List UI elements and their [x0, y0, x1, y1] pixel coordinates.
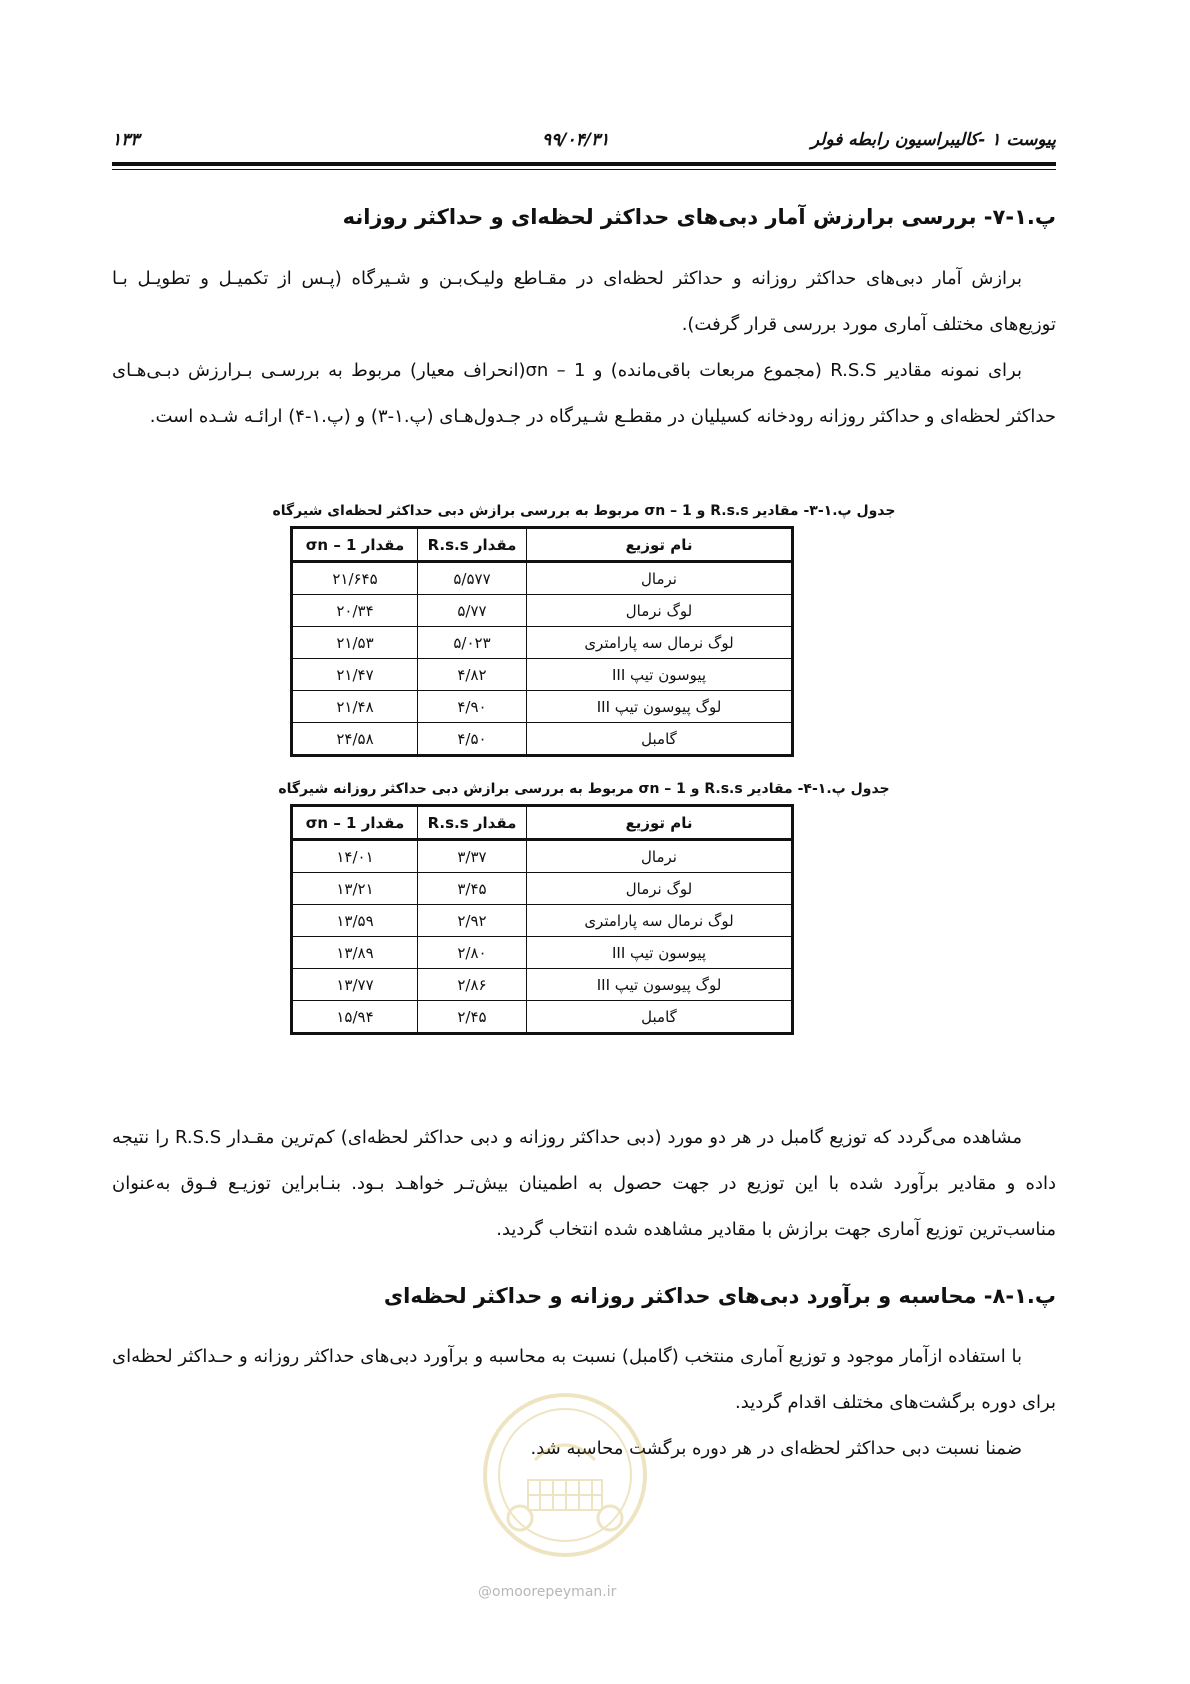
cell-sigma: ۲۱/۶۴۵ — [292, 562, 418, 595]
table-header-row — [292, 806, 793, 840]
section-8-paragraph-1: با استفاده ازآمار موجود و توزیع آماری منتخب (گامبل) نسبت به محاسبه و برآورد دبی‌های حداکثر روزانه و حـداکثر لحظه‌ای برای دوره برگشت‌های مختلف اقدام گردید. — [112, 1346, 1056, 1413]
section-7-body — [112, 256, 1056, 440]
cell-distribution: پیوسون تیپ III — [527, 937, 793, 969]
table-row — [292, 595, 793, 627]
column-header-rss: مقدار R.s.s — [418, 806, 527, 840]
cell-sigma: ۱۳/۲۱ — [292, 873, 418, 905]
cell-sigma: ۲۰/۳۴ — [292, 595, 418, 627]
table-3-caption: جدول پ.۱-۳- مقادیر R.s.s و σn – 1 مربوط به بررسی برازش دبی حداکثر لحظه‌ای شیرگاه — [272, 503, 896, 519]
cell-sigma: ۱۳/۵۹ — [292, 905, 418, 937]
cell-rss: ۲/۹۲ — [418, 905, 527, 937]
table-row — [292, 562, 793, 595]
cell-distribution: نرمال — [527, 840, 793, 873]
section-8-paragraph-2: ضمنا نسبت دبی حداکثر لحظه‌ای در هر دوره برگشت محاسبه شد. — [530, 1438, 1022, 1459]
cell-rss: ۵/۰۲۳ — [418, 627, 527, 659]
section-7-paragraph-1: برازش آمار دبی‌های حداکثر روزانه و حداکثر لحظه‌ای در مقـاطع ولیـک‌بـن و شـیرگاه (پـس از تکمیـل و تطویـل بـا توزیع‌های مختلف آماری مورد بررسی قرار گرفت). — [112, 268, 1056, 335]
table-row — [292, 723, 793, 756]
cell-rss: ۵/۷۷ — [418, 595, 527, 627]
watermark-url: @omoorepeyman.ir — [478, 1584, 617, 1600]
table-row — [292, 659, 793, 691]
table-4 — [290, 804, 794, 1035]
cell-rss: ۳/۳۷ — [418, 840, 527, 873]
cell-sigma: ۲۱/۴۷ — [292, 659, 418, 691]
cell-sigma: ۱۵/۹۴ — [292, 1001, 418, 1034]
cell-rss: ۵/۵۷۷ — [418, 562, 527, 595]
cell-sigma: ۱۳/۸۹ — [292, 937, 418, 969]
cell-distribution: گامبل — [527, 1001, 793, 1034]
cell-distribution: لوگ پیوسون تیپ III — [527, 969, 793, 1001]
table-header-row — [292, 528, 793, 562]
section-7-paragraph-2: برای نمونه مقادیر R.S.S (مجموع مربعات باقی‌مانده) و σn – 1(انحراف معیار) مربوط به بررسـی بـرارزش دبـی‌هـای حداکثر لحظه‌ای و حداکثر روزانه رودخانه کسیلیان در مقطـع شـیرگاه در جـدول‌هـای (پ.۱-۳) و (پ.۱-۴) ارائـه شـده است. — [112, 360, 1056, 427]
watermark-seal-icon — [480, 1390, 650, 1560]
cell-distribution: لوگ پیوسون تیپ III — [527, 691, 793, 723]
cell-distribution: لوگ نرمال — [527, 595, 793, 627]
column-header-sigma: مقدار σn – 1 — [292, 528, 418, 562]
cell-rss: ۲/۸۶ — [418, 969, 527, 1001]
column-header-distribution: نام توزیع — [527, 528, 793, 562]
running-header — [112, 130, 1056, 154]
section-7-title: پ.۱-۷- بررسی برارزش آمار دبی‌های حداکثر لحظه‌ای و حداکثر روزانه — [342, 205, 1056, 229]
cell-sigma: ۱۴/۰۱ — [292, 840, 418, 873]
cell-sigma: ۲۴/۵۸ — [292, 723, 418, 756]
table-row — [292, 937, 793, 969]
section-8-title: پ.۱-۸- محاسبه و برآورد دبی‌های حداکثر روزانه و حداکثر لحظه‌ای — [383, 1284, 1056, 1308]
table-row — [292, 873, 793, 905]
header-rule-thick — [112, 162, 1056, 166]
cell-sigma: ۲۱/۵۳ — [292, 627, 418, 659]
cell-rss: ۳/۴۵ — [418, 873, 527, 905]
header-title: پیوست ۱ -کالیبراسیون رابطه فولر — [810, 130, 1056, 150]
cell-rss: ۲/۴۵ — [418, 1001, 527, 1034]
column-header-rss: مقدار R.s.s — [418, 528, 527, 562]
cell-distribution: گامبل — [527, 723, 793, 756]
cell-rss: ۴/۹۰ — [418, 691, 527, 723]
conclusion-text: مشاهده می‌گردد که توزیع گامبل در هر دو مورد (دبی حداکثر روزانه و دبی حداکثر لحظه‌ای) کم‌ترین مقـدار R.S.S را نتیجه داده و مقادیر برآورد شده با این توزیع در جهت حصول به اطمینان بیش‌تـر خواهـد بـود. بنـابراین توزیـع فـوق به‌عنوان مناسب‌ترین توزیع آماری جهت برازش با مقادیر مشاهده شده انتخاب گردید. — [112, 1127, 1056, 1240]
header-date: ۹۹/۰۴/۳۱ — [542, 130, 610, 150]
cell-rss: ۴/۵۰ — [418, 723, 527, 756]
cell-distribution: پیوسون تیپ III — [527, 659, 793, 691]
table-4-caption: جدول پ.۱-۴- مقادیر R.s.s و σn – 1 مربوط به بررسی برازش دبی حداکثر روزانه شیرگاه — [278, 781, 890, 797]
cell-distribution: لوگ نرمال سه پارامتری — [527, 627, 793, 659]
column-header-distribution: نام توزیع — [527, 806, 793, 840]
cell-rss: ۲/۸۰ — [418, 937, 527, 969]
table-row — [292, 691, 793, 723]
cell-sigma: ۲۱/۴۸ — [292, 691, 418, 723]
conclusion-paragraph — [112, 1115, 1056, 1253]
table-row — [292, 1001, 793, 1034]
cell-distribution: نرمال — [527, 562, 793, 595]
column-header-sigma: مقدار σn – 1 — [292, 806, 418, 840]
cell-distribution: لوگ نرمال — [527, 873, 793, 905]
page-number: ۱۳۳ — [112, 130, 140, 150]
table-row — [292, 905, 793, 937]
cell-distribution: لوگ نرمال سه پارامتری — [527, 905, 793, 937]
table-row — [292, 840, 793, 873]
table-row — [292, 627, 793, 659]
header-rule-thin — [112, 169, 1056, 170]
table-row — [292, 969, 793, 1001]
table-3 — [290, 526, 794, 757]
cell-rss: ۴/۸۲ — [418, 659, 527, 691]
cell-sigma: ۱۳/۷۷ — [292, 969, 418, 1001]
